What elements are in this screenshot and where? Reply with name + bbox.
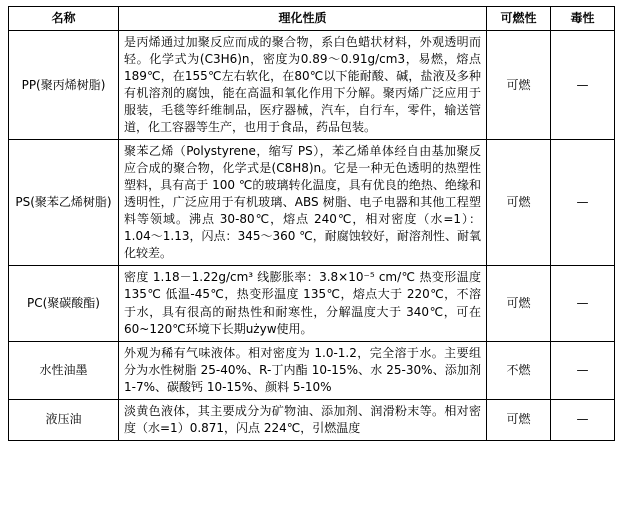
cell-properties: 密度 1.18－1.22g/cm³ 线膨胀率：3.8×10⁻⁵ cm/℃ 热变形温度 135℃ 低温-45℃，热变形温度 135℃，熔点大于 220℃，不溶于水，具有很高的耐热性和耐寒性，分解温度大于 340℃，可在 60~120℃环境下长期używ使用。 (119, 266, 487, 341)
cell-flammability: 可燃 (487, 31, 551, 140)
physicochemical-properties-table (8, 6, 615, 441)
cell-name: PP(聚丙烯树脂) (9, 31, 119, 140)
column-header-flammability: 可燃性 (487, 7, 551, 31)
cell-name: PC(聚碳酸酯) (9, 266, 119, 341)
cell-toxicity: — (551, 266, 615, 341)
table-row (9, 140, 615, 266)
cell-flammability: 可燃 (487, 140, 551, 266)
cell-flammability: 不燃 (487, 341, 551, 399)
cell-flammability: 可燃 (487, 399, 551, 440)
cell-properties: 是丙烯通过加聚反应而成的聚合物，系白色蜡状材料，外观透明而轻。化学式为(C3H6)n，密度为0.89～0.91g/cm3，易燃，熔点189℃，在155℃左右软化，在80℃以下能耐酸、碱，盐液及多种有机溶剂的腐蚀，能在高温和氧化作用下分解。聚丙烯广泛应用于服装，毛毯等纤维制品，医疗器械，汽车，自行车，零件，输送管道，化工容器等生产，也用于食品，药品包装。 (119, 31, 487, 140)
table-row (9, 31, 615, 140)
cell-properties: 淡黄色液体，其主要成分为矿物油、添加剂、润滑粉末等。相对密度（水=1）0.871，闪点 224℃，引燃温度 (119, 399, 487, 440)
table-row (9, 266, 615, 341)
cell-name: 液压油 (9, 399, 119, 440)
cell-toxicity: — (551, 140, 615, 266)
cell-flammability: 可燃 (487, 266, 551, 341)
column-header-name: 名称 (9, 7, 119, 31)
table-row (9, 341, 615, 399)
table-header-row (9, 7, 615, 31)
cell-name: PS(聚苯乙烯树脂) (9, 140, 119, 266)
column-header-toxicity: 毒性 (551, 7, 615, 31)
table-header (9, 7, 615, 31)
table-row (9, 399, 615, 440)
cell-properties: 聚苯乙烯（Polystyrene，缩写 PS），苯乙烯单体经自由基加聚反应合成的聚合物，化学式是(C8H8)n。它是一种无色透明的热塑性塑料，具有高于 100 ℃的玻璃转化温度，具有优良的绝热、绝缘和透明性，广泛应用于有机玻璃、ABS 树脂、电子电器和其他工程塑料等领域。沸点 30-80℃，熔点 240℃，相对密度（水=1）：1.04～1.13，闪点：345～360 ℃，耐腐蚀较好，耐溶剂性、耐氧化较差。 (119, 140, 487, 266)
cell-toxicity: — (551, 31, 615, 140)
cell-toxicity: — (551, 399, 615, 440)
table-body (9, 31, 615, 441)
cell-properties: 外观为稀有气味液体。相对密度为 1.0-1.2，完全溶于水。主要组分为水性树脂 25-40%、R-丁内酯 10-15%、水 25-30%、添加剂 1-7%、碳酸钙 10-15%、颜料 5-10% (119, 341, 487, 399)
column-header-properties: 理化性质 (119, 7, 487, 31)
cell-name: 水性油墨 (9, 341, 119, 399)
cell-toxicity: — (551, 341, 615, 399)
